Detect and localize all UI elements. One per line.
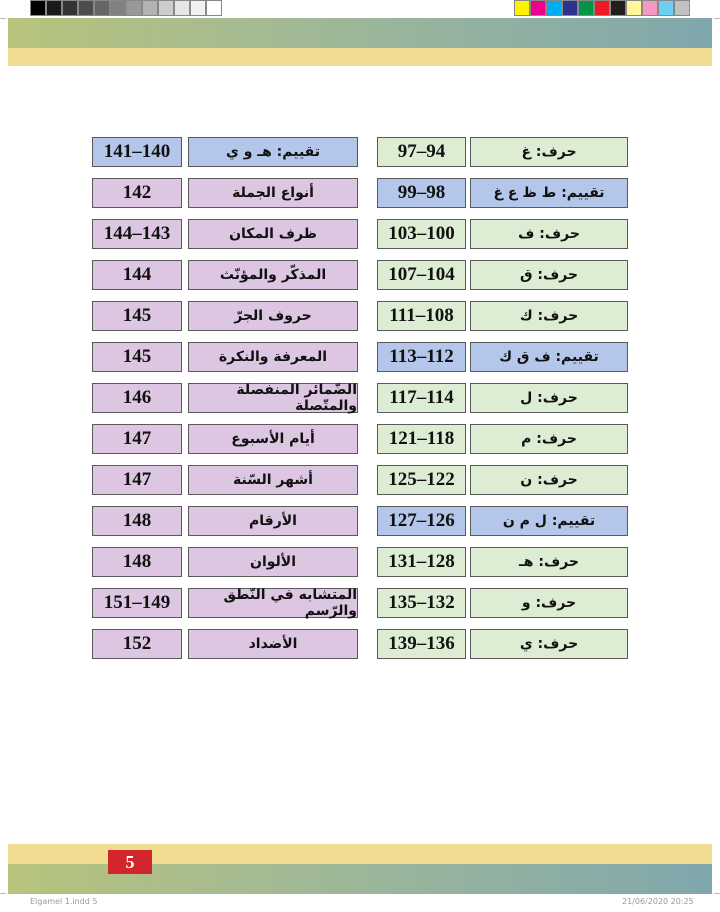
lesson-title-cell: الضّمائر المنفصلة والمتّصلة [188,383,358,413]
page-range-cell: 145 [92,301,182,331]
page-range-cell: 99–98 [377,178,466,208]
page-range-cell: 127–126 [377,506,466,536]
color-swatch [578,0,594,16]
color-swatch [562,0,578,16]
page-range-cell: 97–94 [377,137,466,167]
lesson-title-cell: حروف الجرّ [188,301,358,331]
lesson-title-cell: حرف: م [470,424,628,454]
lesson-title-cell: حرف: ل [470,383,628,413]
gray-swatch [78,0,94,16]
lesson-title-cell: أيام الأسبوع [188,424,358,454]
page-range-cell: 145 [92,342,182,372]
lesson-title-cell: حرف: ك [470,301,628,331]
page-range-cell: 125–122 [377,465,466,495]
color-swatch [530,0,546,16]
page-range-cell: 141–140 [92,137,182,167]
lesson-title-cell: تقييم: ل م ن [470,506,628,536]
lesson-title-cell: الألوان [188,547,358,577]
color-swatch [642,0,658,16]
lesson-title-cell: حرف: ي [470,629,628,659]
gray-swatch [94,0,110,16]
page-range-cell: 121–118 [377,424,466,454]
lesson-title-cell: الأرقام [188,506,358,536]
date-slug: 21/06/2020 20:25 [622,897,694,906]
page-range-cell: 152 [92,629,182,659]
page-range-cell: 117–114 [377,383,466,413]
page-range-cell: 113–112 [377,342,466,372]
lesson-title-cell: المعرفة والنكرة [188,342,358,372]
page-range-cell: 146 [92,383,182,413]
color-swatch [658,0,674,16]
lesson-title-cell: المتشابه في النّطق والرّسم [188,588,358,618]
header-band [8,18,712,48]
lesson-title-cell: حرف: غ [470,137,628,167]
process-color-bar [514,0,690,16]
color-swatch [626,0,642,16]
gray-swatch [206,0,222,16]
gray-swatch [62,0,78,16]
crop-mark [714,18,720,19]
color-swatch [674,0,690,16]
page-range-cell: 103–100 [377,219,466,249]
gray-swatch [158,0,174,16]
crop-mark [714,893,720,894]
page-range-cell: 131–128 [377,547,466,577]
lesson-title-cell: أشهر السّنة [188,465,358,495]
lesson-title-cell: تقييم: هـ و ي [188,137,358,167]
gray-swatch [110,0,126,16]
gray-swatch [46,0,62,16]
header-yellow-strip [8,48,712,66]
page-range-cell: 142 [92,178,182,208]
lesson-title-cell: حرف: ف [470,219,628,249]
color-swatch [594,0,610,16]
gray-swatch [126,0,142,16]
page-range-cell: 147 [92,465,182,495]
gray-swatch [174,0,190,16]
page-range-cell: 147 [92,424,182,454]
page-number: 5 [108,850,152,874]
lesson-title-cell: تقييم: ط ظ ع غ [470,178,628,208]
color-swatch [610,0,626,16]
lesson-title-cell: ظرف المكان [188,219,358,249]
crop-mark [0,893,6,894]
page-range-cell: 135–132 [377,588,466,618]
lesson-title-cell: الأضداد [188,629,358,659]
lesson-title-cell: أنواع الجملة [188,178,358,208]
grayscale-color-bar [30,0,222,16]
page-range-cell: 107–104 [377,260,466,290]
page-range-cell: 139–136 [377,629,466,659]
page-range-cell: 151–149 [92,588,182,618]
page-range-cell: 148 [92,547,182,577]
lesson-title-cell: حرف: ن [470,465,628,495]
page-range-cell: 148 [92,506,182,536]
color-swatch [546,0,562,16]
lesson-title-cell: حرف: هـ [470,547,628,577]
page-range-cell: 144–143 [92,219,182,249]
gray-swatch [142,0,158,16]
lesson-title-cell: حرف: و [470,588,628,618]
lesson-title-cell: حرف: ق [470,260,628,290]
color-swatch [514,0,530,16]
file-slug: Elgamel 1.indd 5 [30,897,98,906]
lesson-title-cell: تقييم: ف ق ك [470,342,628,372]
page-range-cell: 111–108 [377,301,466,331]
crop-mark [0,18,6,19]
gray-swatch [190,0,206,16]
page-range-cell: 144 [92,260,182,290]
lesson-title-cell: المذكّر والمؤنّث [188,260,358,290]
gray-swatch [30,0,46,16]
